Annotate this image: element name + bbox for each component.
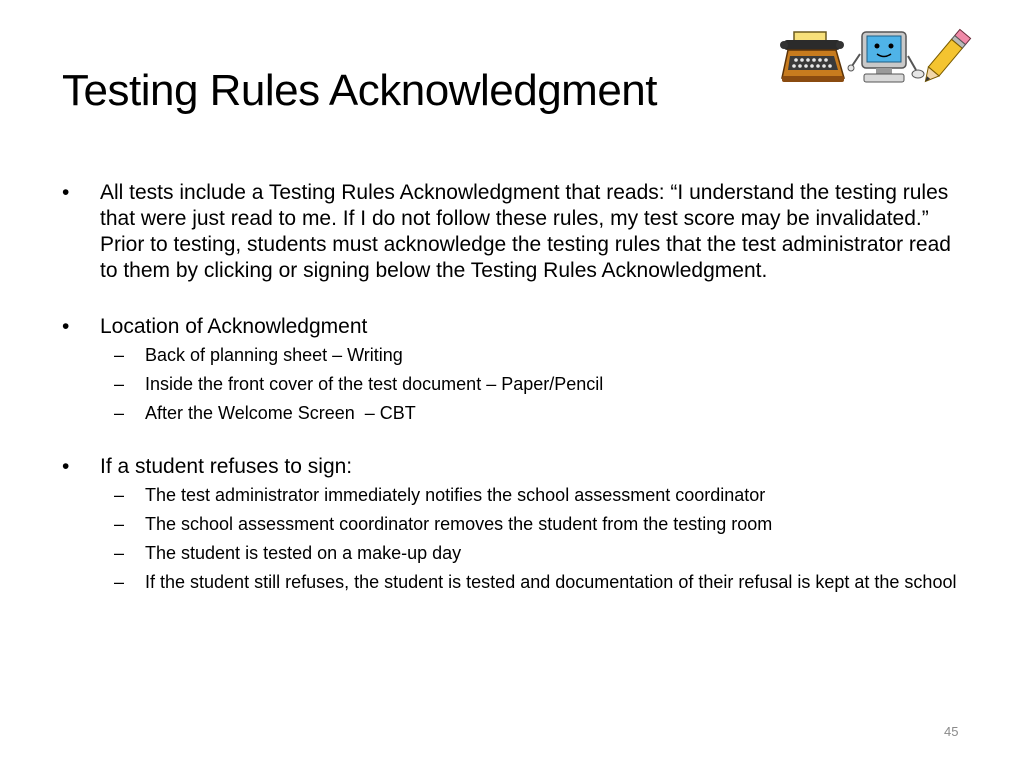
sub-item bbox=[62, 513, 972, 535]
sub-item bbox=[62, 373, 972, 395]
bullet-text: Location of Acknowledgment bbox=[100, 315, 368, 338]
bullet-marker: • bbox=[62, 315, 70, 338]
sub-text: After the Welcome Screen – CBT bbox=[145, 403, 416, 423]
sub-marker: – bbox=[114, 345, 125, 365]
bullet-marker: • bbox=[62, 455, 70, 478]
bullet-group-3 bbox=[62, 454, 972, 593]
sub-text: Inside the front cover of the test document – Paper/Pencil bbox=[145, 374, 604, 394]
sub-item bbox=[62, 542, 972, 564]
bullet-item bbox=[62, 454, 972, 480]
sub-text: Back of planning sheet – Writing bbox=[145, 345, 403, 365]
bullet-item bbox=[62, 180, 972, 284]
sub-text: The school assessment coordinator removes the student from the testing room bbox=[145, 514, 773, 534]
computer-icon bbox=[848, 32, 924, 82]
slide-title: Testing Rules Acknowledgment bbox=[62, 66, 657, 115]
sub-list bbox=[62, 344, 972, 424]
sub-marker: – bbox=[114, 514, 125, 534]
bullet-group-1 bbox=[62, 180, 972, 284]
sub-text: If the student still refuses, the student is tested and documentation of their refusal is kept at the school bbox=[145, 572, 957, 592]
pencil-icon bbox=[920, 29, 971, 85]
sub-text: The test administrator immediately notifies the school assessment coordinator bbox=[145, 485, 766, 505]
sub-list bbox=[62, 484, 972, 593]
page-number: 45 bbox=[944, 724, 959, 739]
sub-marker: – bbox=[114, 572, 125, 592]
sub-marker: – bbox=[114, 374, 125, 394]
sub-marker: – bbox=[114, 543, 125, 563]
bullet-group-2 bbox=[62, 314, 972, 424]
slide-content bbox=[62, 180, 972, 623]
sub-item bbox=[62, 402, 972, 424]
typewriter-icon bbox=[780, 32, 844, 82]
sub-item bbox=[62, 571, 972, 593]
bullet-item bbox=[62, 314, 972, 340]
sub-item bbox=[62, 344, 972, 366]
sub-marker: – bbox=[114, 403, 125, 423]
bullet-marker: • bbox=[62, 181, 70, 204]
bullet-text: If a student refuses to sign: bbox=[100, 455, 353, 478]
bullet-text: All tests include a Testing Rules Acknowledgment that reads: “I understand the testing rules that were just read to me. If I do not follow these rules, my test score may be invalidated.” Prior to testing, students must acknowledge the testing rules that the test administrator read to them by clicking or signing below the Testing Rules Acknowledgment. bbox=[100, 181, 951, 282]
sub-item bbox=[62, 484, 972, 506]
clipart-group bbox=[780, 26, 976, 90]
sub-text: The student is tested on a make-up day bbox=[145, 543, 462, 563]
sub-marker: – bbox=[114, 485, 125, 505]
